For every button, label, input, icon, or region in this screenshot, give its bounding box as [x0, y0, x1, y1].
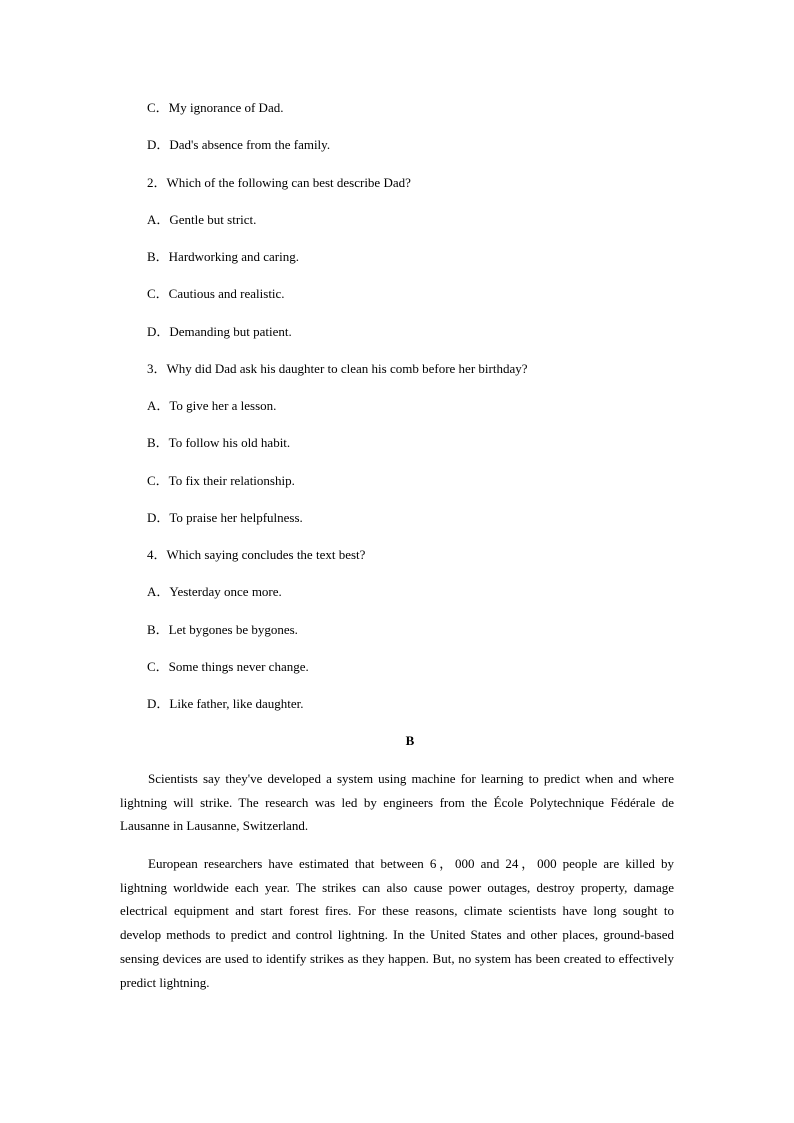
section-title: B: [405, 733, 415, 748]
option-2a: A．Gentle but strict.: [147, 212, 257, 227]
option-3d: D．To praise her helpfulness.: [147, 510, 303, 525]
option-2c: C．Cautious and realistic.: [147, 286, 285, 301]
option-4a: A．Yesterday once more.: [147, 584, 282, 599]
question-2: 2．Which of the following can best describe Dad?: [147, 175, 411, 190]
option-3b: B．To follow his old habit.: [147, 435, 291, 450]
question-3: 3．Why did Dad ask his daughter to clean his comb before her birthday?: [147, 361, 528, 376]
option-3c: C．To fix their relationship.: [147, 473, 295, 488]
passage-paragraph-1: Scientists say they've developed a system using machine for learning to predict when and where lightning will strike. The research was led by engineers from the École Polytechnique Fédérale de Lausanne in Lausanne, Switzerland.: [120, 771, 674, 834]
option-4d: D．Like father, like daughter.: [147, 696, 304, 711]
question-4: 4．Which saying concludes the text best?: [147, 547, 366, 562]
option-2d: D．Demanding but patient.: [147, 324, 292, 339]
option-4b: B．Let bygones be bygones.: [147, 622, 298, 637]
option-3a: A．To give her a lesson.: [147, 398, 277, 413]
passage-paragraph-2: European researchers have estimated that between 6，000 and 24，000 people are killed by lightning worldwide each year. The strikes can also cause power outages, destroy property, damage electrical equipment and start forest fires. For these reasons, climate scientists have long sought to develop methods to predict and control lightning. In the United States and other places, ground-based sensing devices are used to identify strikes as they happen. But, no system has been created to effectively predict lightning.: [120, 856, 674, 990]
option-2b: B．Hardworking and caring.: [147, 249, 299, 264]
option-1c: C．My ignorance of Dad.: [147, 100, 284, 115]
option-1d: D．Dad's absence from the family.: [147, 137, 331, 152]
option-4c: C．Some things never change.: [147, 659, 309, 674]
